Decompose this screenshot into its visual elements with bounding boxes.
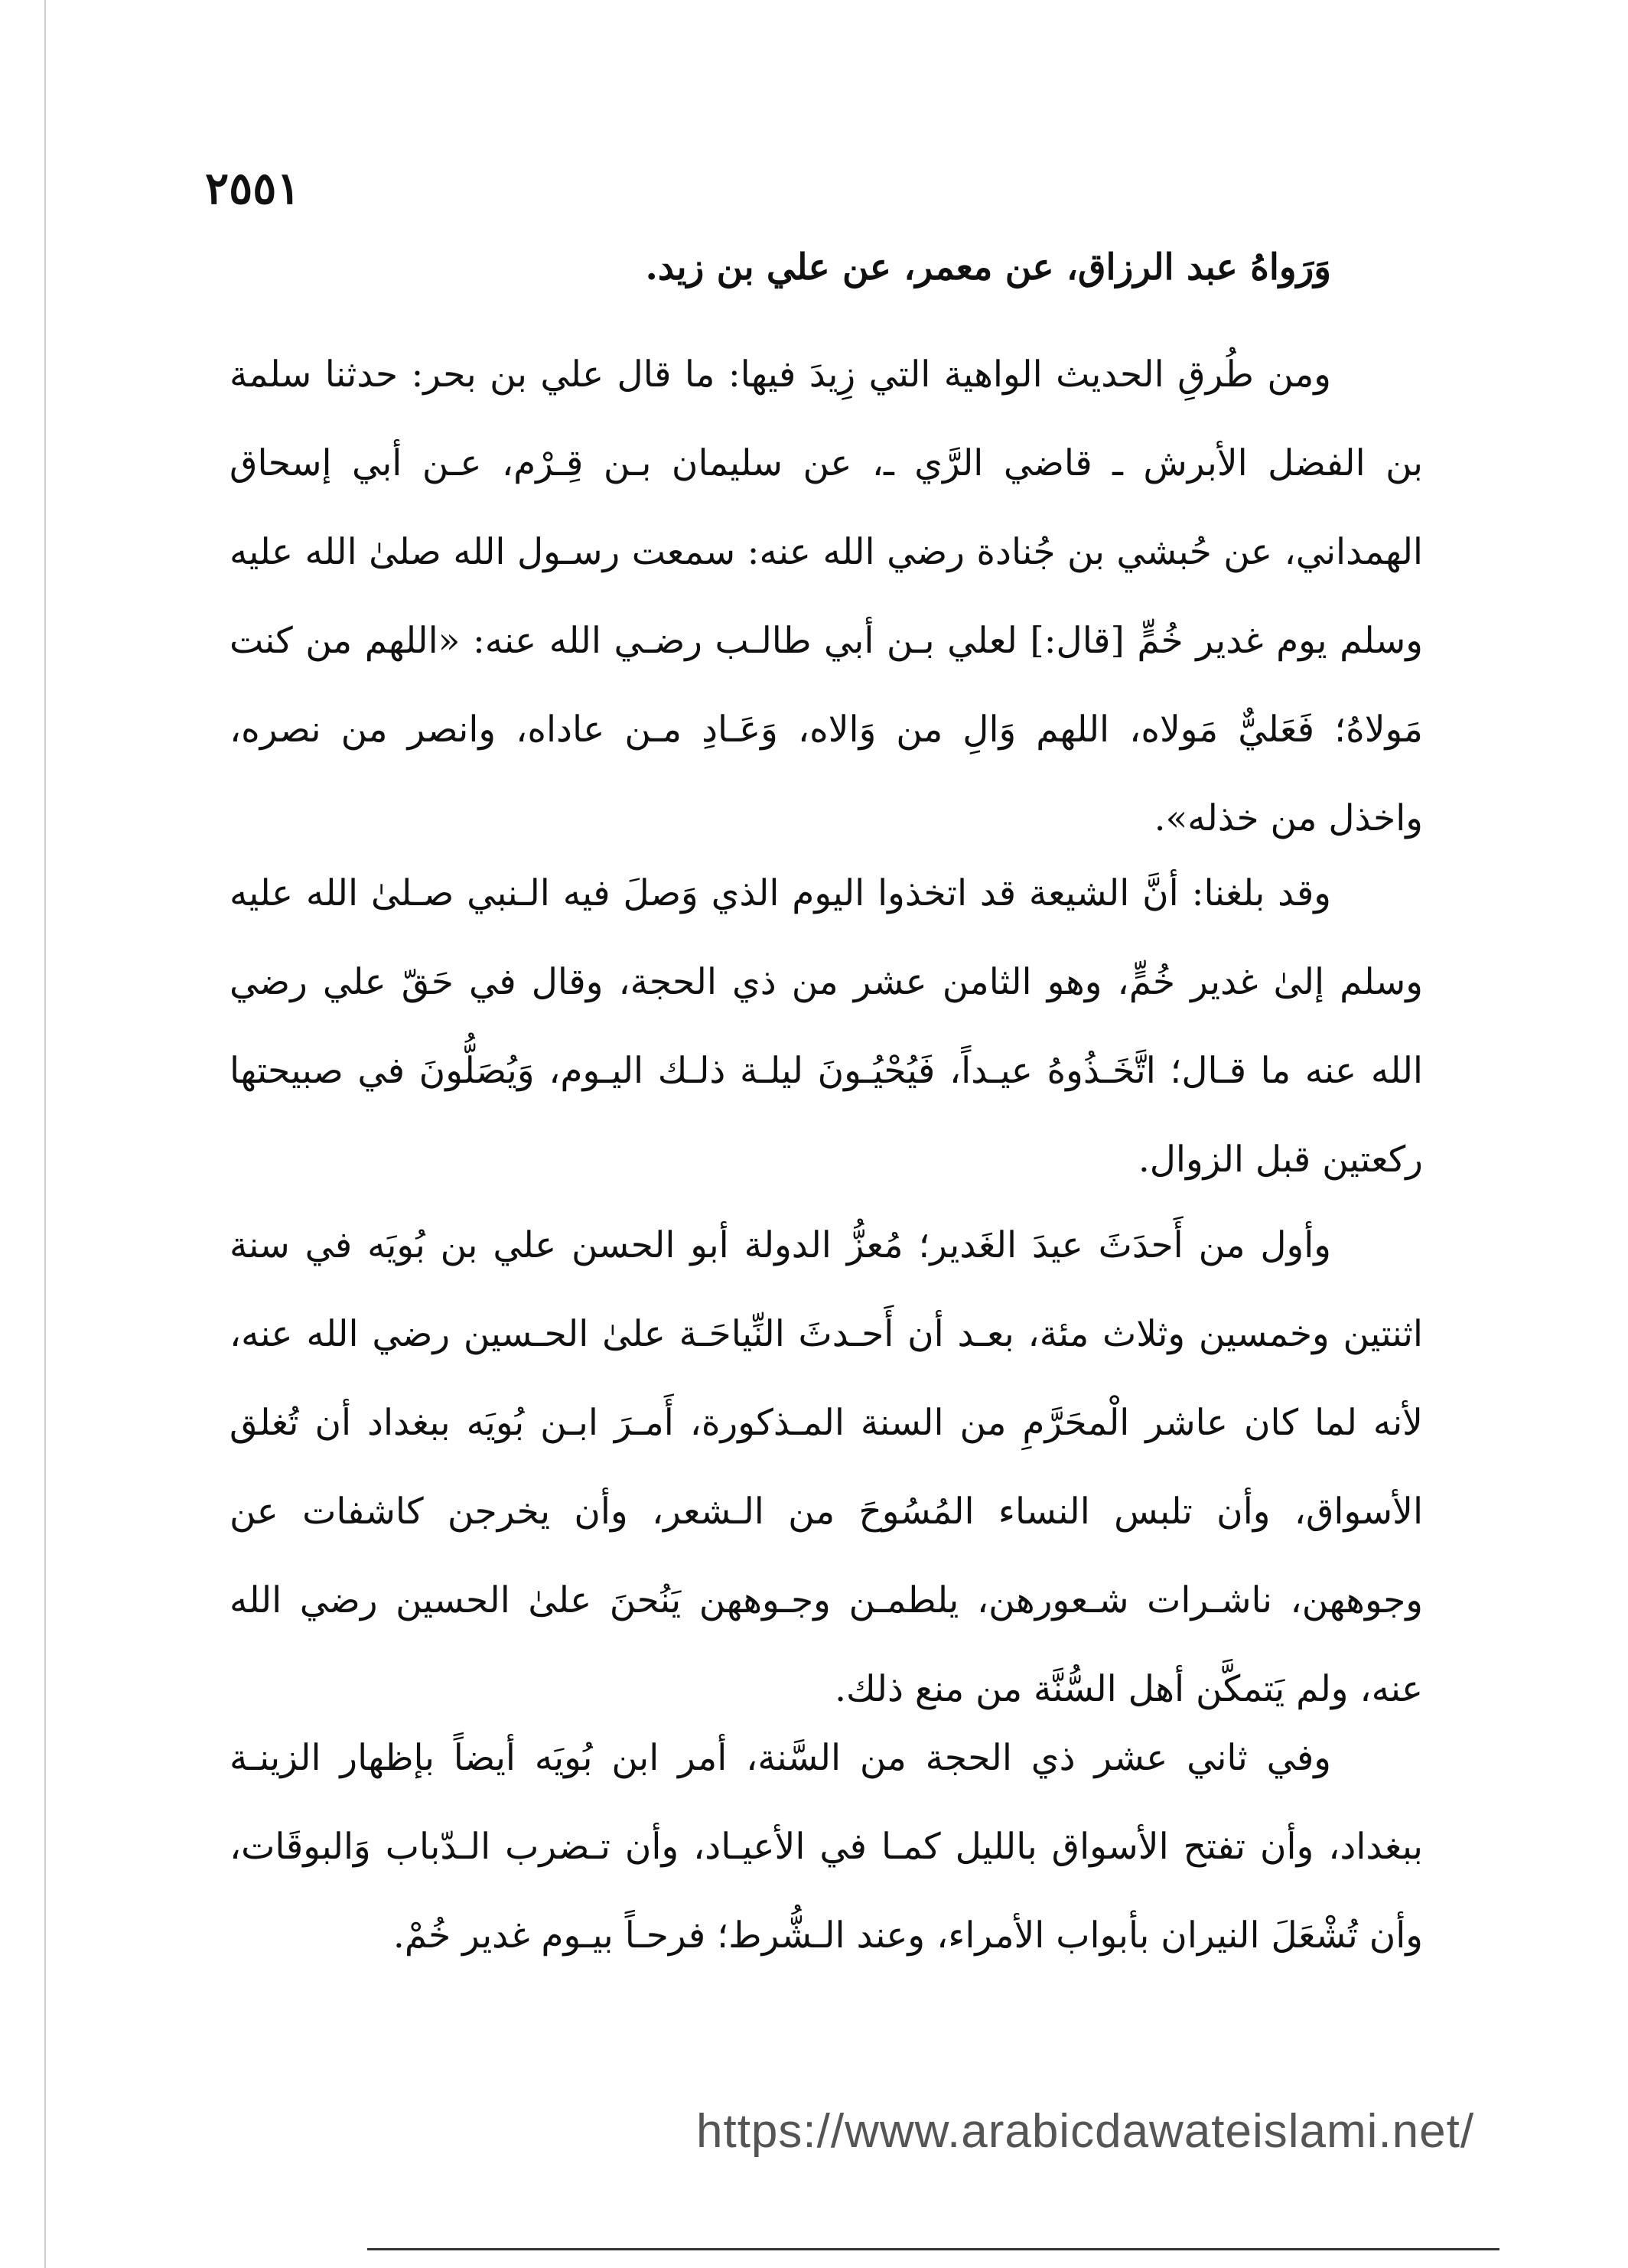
paragraph-4 [230,1201,1423,1734]
bottom-rule [367,2248,1499,2250]
paragraph-3-text: وقد بلغنا: أنَّ الشيعة قد اتخذوا اليوم الذي وَصلَ فيه الـنبي صـلىٰ الله عليه وسلم إلىٰ غدير خُمٍّ، وهو الثامن عشر من ذي الحجة، وقال في حَقّ علي رضي الله عنه ما قـال؛ اتَّخَـذُوهُ عيـداً، فَيُحْيُـونَ ليلـة ذلـك اليـوم، وَيُصَلُّونَ في صبيحتها ركعتين قبل الزوال. [230,872,1423,1181]
page-number: ٢٥٥١ [205,162,301,214]
paragraph-1-text: وَرَواهُ عبد الرزاق، عن معمر، عن علي بن زيد. [645,246,1331,288]
paragraph-5-text: وفي ثاني عشر ذي الحجة من السَّنة، أمر ابن بُويَه أيضاً بإظهار الزينـة ببغداد، وأن تفتح الأسواق بالليل كمـا في الأعيـاد، وأن تـضرب الـدّباب وَالبوقَات، وأن تُشْعَلَ النيران بأبواب الأمراء، وعند الـشُّرط؛ فرحـاً بيـوم غدير خُمْ. [230,1737,1423,1957]
paragraph-2 [230,331,1423,863]
watermark-url: https://www.arabicdawateislami.net/ [696,2105,1475,2158]
paragraph-2-text: ومن طُرقِ الحديث الواهية التي زِيدَ فيها: ما قال علي بن بحر: حدثنا سلمة بن الفضل الأبرش ـ قاضي الرَّي ـ، عن سليمان بـن قِـرْم، عـن أبي إسحاق الهمداني، عن حُبشي بن جُنادة رضي الله عنه: سمعت رسـول الله صلىٰ الله عليه وسلم يوم غدير خُمٍّ [قال:] لعلي بـن أبي طالـب رضـي الله عنه: «اللهم من كنت مَولاهُ؛ فَعَليٌّ مَولاه، اللهم وَالِ من وَالاه، وَعَـادِ مـن عاداه، وانصر من نصره، واخذل من خذله». [230,354,1423,839]
paragraph-3 [230,849,1423,1204]
paragraph-4-text: وأول من أَحدَثَ عيدَ الغَدير؛ مُعزُّ الدولة أبو الحسن علي بن بُويَه في سنة اثنتين وخمسين وثلاث مئة، بعـد أن أَحـدثَ النِّياحَـة علىٰ الحـسين رضي الله عنه، لأنه لما كان عاشر الْمحَرَّمِ من السنة المـذكورة، أَمـرَ ابـن بُويَه ببغداد أن تُغلق الأسواق، وأن تلبس النساء المُسُوحَ من الـشعر، وأن يخرجن كاشفات عن وجوههن، ناشـرات شـعورهن، يلطمـن وجـوههن يَنُحنَ علىٰ الحسين رضي الله عنه، ولم يَتمكَّن أهل السُّنَّة من منع ذلك. [230,1224,1423,1710]
scan-edge-shadow [44,0,46,2268]
paragraph-1 [230,223,1423,312]
paragraph-5 [230,1714,1423,1980]
